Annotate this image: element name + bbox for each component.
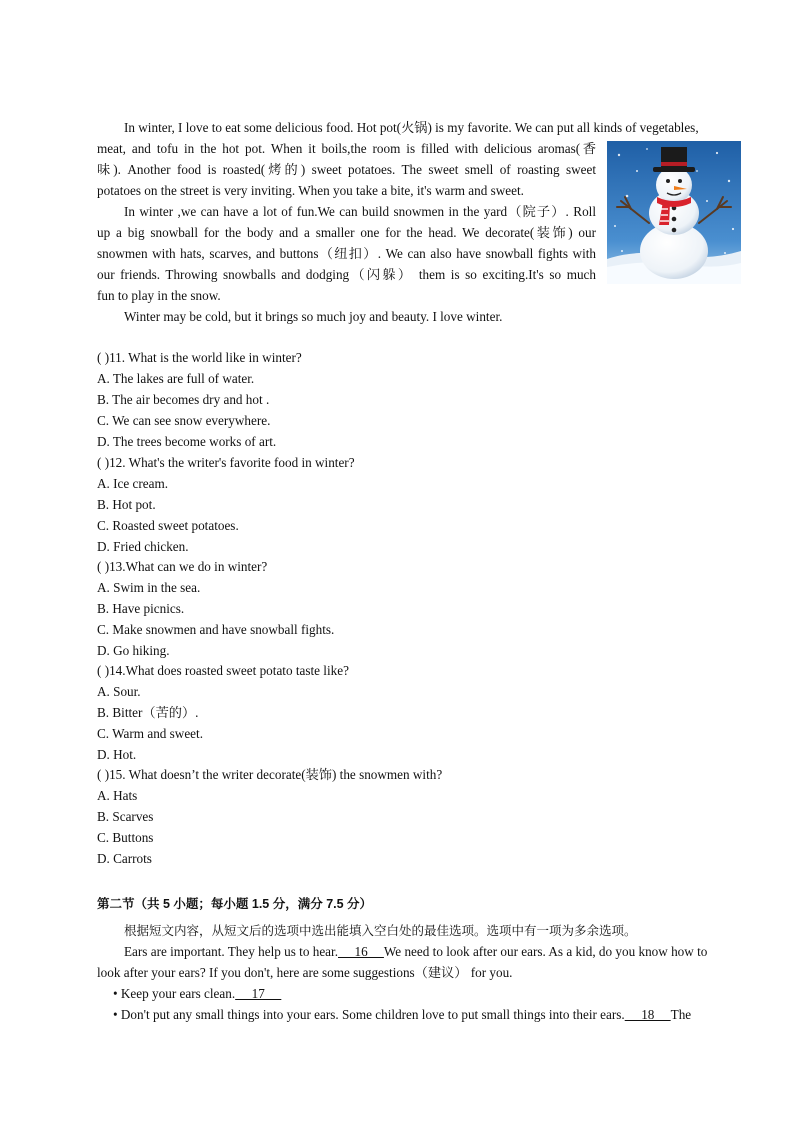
passage-line-8: our friends. Throwing snowballs and dodging（闪躲） them is so exciting.It's so much: [97, 267, 596, 282]
question-15-option-c[interactable]: C. Buttons: [97, 830, 154, 845]
question-11-option-d[interactable]: D. The trees become works of art.: [97, 434, 277, 449]
section-2-instruction: 根据短文内容，从短文后的选项中选出能填入空白处的最佳选项。选项中有一项为多余选项。: [124, 923, 637, 938]
question-13-option-c[interactable]: C. Make snowmen and have snowball fights.: [97, 622, 335, 637]
passage-line-2: meat, and tofu in the hot pot. When it boils,the room is filled with delicious aromas(香: [97, 141, 596, 156]
question-13-option-d[interactable]: D. Go hiking.: [97, 643, 170, 658]
bullet-text: • Keep your ears clean.: [113, 986, 236, 1001]
question-12-option-a[interactable]: A. Ice cream.: [97, 476, 169, 491]
question-13-stem: ( )13.What can we do in winter?: [97, 559, 268, 574]
passage-line-6: up a big snowball for the body and a smaller one for the head. We decorate(装饰) our: [97, 225, 596, 240]
question-11-option-a[interactable]: A. The lakes are full of water.: [97, 371, 255, 386]
bullet-text: • Don't put any small things into your ears. Some children love to put small things into their ears.: [113, 1007, 625, 1022]
bullet-keep-ears-clean: [113, 984, 281, 1004]
passage-line-5: In winter ,we can have a lot of fun.We can build snowmen in the yard（院子）. Roll: [124, 204, 596, 219]
question-13-option-b[interactable]: B. Have picnics.: [97, 601, 185, 616]
question-11-option-c[interactable]: C. We can see snow everywhere.: [97, 413, 271, 428]
bullet-continuation: The: [670, 1007, 692, 1022]
question-12-option-d[interactable]: D. Fried chicken.: [97, 539, 189, 554]
paragraph-text-b: We need to look after our ears. As a kid, do you know how to: [383, 944, 708, 959]
passage-line-3: 味). Another food is roasted(烤的) sweet potatoes. The sweet smell of roasting sweet: [97, 162, 596, 177]
question-14-stem: ( )14.What does roasted sweet potato taste like?: [97, 663, 349, 678]
passage-line-9: fun to play in the snow.: [97, 288, 221, 303]
paragraph-text-a: Ears are important. They help us to hear.: [124, 944, 338, 959]
blank-17[interactable]: 17: [235, 986, 282, 1001]
section-2-heading: 第二节（共 5 小题；每小题 1.5 分，满分 7.5 分）: [97, 897, 373, 911]
blank-18[interactable]: 18: [624, 1007, 671, 1022]
question-15-stem: ( )15. What doesn’t the writer decorate(装饰) the snowmen with?: [97, 767, 443, 782]
passage-line-1: In winter, I love to eat some delicious food. Hot pot(火锅) is my favorite. We can put all kinds of vegetables,: [124, 120, 699, 135]
section-2-paragraph-line-2: look after your ears? If you don't, here are some suggestions（建议） for you.: [97, 965, 513, 980]
blank-16[interactable]: 16: [338, 944, 384, 959]
snowman-image: [607, 141, 741, 284]
section-2-paragraph-line-1: [124, 942, 707, 962]
question-14-option-b[interactable]: B. Bitter（苦的）.: [97, 705, 199, 720]
question-14-option-a[interactable]: A. Sour.: [97, 684, 141, 699]
question-11-stem: ( )11. What is the world like in winter?: [97, 350, 302, 365]
question-15-option-a[interactable]: A. Hats: [97, 788, 138, 803]
question-12-option-c[interactable]: C. Roasted sweet potatoes.: [97, 518, 239, 533]
question-15-option-d[interactable]: D. Carrots: [97, 851, 152, 866]
question-12-stem: ( )12. What's the writer's favorite food in winter?: [97, 455, 355, 470]
question-12-option-b[interactable]: B. Hot pot.: [97, 497, 156, 512]
question-14-option-c[interactable]: C. Warm and sweet.: [97, 726, 204, 741]
question-11-option-b[interactable]: B. The air becomes dry and hot .: [97, 392, 270, 407]
bullet-small-things: [113, 1005, 747, 1025]
passage-line-4: potatoes on the street is very inviting. When you take a bite, it's warm and sweet.: [97, 183, 524, 198]
question-15-option-b[interactable]: B. Scarves: [97, 809, 154, 824]
passage-line-7: snowmen with hats, scarves, and buttons（纽扣）. We can also have snowball fights with: [97, 246, 596, 261]
question-13-option-a[interactable]: A. Swim in the sea.: [97, 580, 201, 595]
question-14-option-d[interactable]: D. Hot.: [97, 747, 137, 762]
passage-line-10: Winter may be cold, but it brings so much joy and beauty. I love winter.: [124, 309, 503, 324]
